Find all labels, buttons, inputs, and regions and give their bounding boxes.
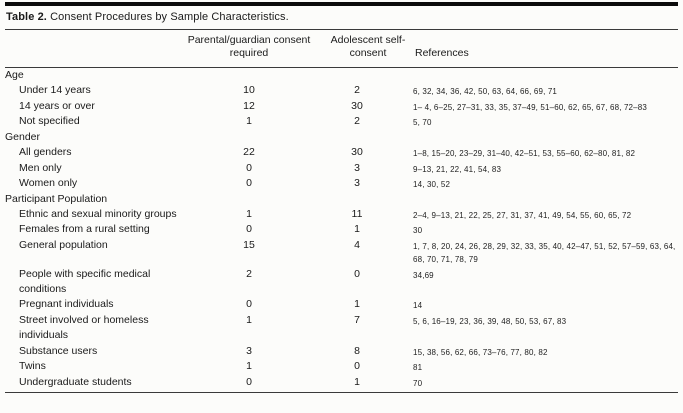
adolescent-count: 30: [351, 146, 363, 159]
table-row: [5, 161, 678, 177]
parental-count: 0: [246, 298, 252, 311]
row-label: 14 years or over: [19, 99, 95, 112]
table-body: [5, 68, 678, 393]
row-label: Not specified: [19, 115, 80, 128]
section-row: [5, 192, 678, 207]
adolescent-count: 1: [354, 298, 360, 311]
row-references: 1– 4, 6–25, 27–31, 33, 35, 37–49, 51–60, 62, 65, 67, 68, 72–83: [413, 102, 647, 112]
row-references: 6, 32, 34, 36, 42, 50, 63, 64, 66, 69, 71: [413, 87, 558, 97]
table-row: [5, 176, 678, 192]
adolescent-count: 0: [354, 360, 360, 373]
adolescent-count: 3: [354, 177, 360, 190]
row-references: 70: [413, 378, 423, 388]
row-label: All genders: [19, 146, 72, 159]
row-references: [409, 130, 678, 132]
adolescent-count: 8: [354, 344, 360, 357]
row-references: 5, 6, 16–19, 23, 36, 39, 48, 50, 53, 67, 83: [413, 316, 567, 326]
table-row: [5, 375, 678, 391]
adolescent-count: 7: [354, 313, 360, 326]
table-header-row: [5, 30, 678, 67]
row-references: 5, 70: [413, 118, 432, 128]
row-references: 81: [413, 363, 423, 373]
row-references: 14: [413, 301, 423, 311]
row-label: Pregnant individuals: [19, 298, 114, 311]
parental-count: 15: [243, 238, 255, 251]
row-label: Undergraduate students: [19, 375, 132, 388]
row-references: 30: [413, 226, 423, 236]
row-label: Substance users: [19, 344, 98, 357]
parental-count: 1: [246, 115, 252, 128]
adolescent-count: 2: [354, 115, 360, 128]
row-references: 34,69: [413, 270, 434, 280]
adolescent-count: 0: [354, 267, 360, 280]
parental-count: 3: [246, 344, 252, 357]
parental-count: 10: [243, 84, 255, 97]
row-label: Participant Population: [5, 192, 108, 205]
table-row: [5, 207, 678, 223]
table-row: [5, 267, 678, 298]
adolescent-count: 4: [354, 238, 360, 251]
row-references: 1–8, 15–20, 23–29, 31–40, 42–51, 53, 55–60, 62–80, 81, 82: [413, 149, 636, 159]
row-references: 14, 30, 52: [413, 180, 451, 190]
parental-count: 1: [246, 207, 252, 220]
parental-count: 1: [246, 360, 252, 373]
table-number: Table 2.: [6, 11, 47, 23]
parental-count: 0: [246, 223, 252, 236]
row-references: [409, 192, 678, 194]
table-row: [5, 359, 678, 375]
column-header-adolescent: Adolescent self- consent: [330, 34, 406, 59]
table-row: [5, 114, 678, 130]
row-label: General population: [19, 238, 108, 251]
row-references: 9–13, 21, 22, 41, 54, 83: [413, 164, 502, 174]
table-caption: Consent Procedures by Sample Characteristics.: [46, 11, 289, 23]
row-references: 2–4, 9–13, 21, 22, 25, 27, 31, 37, 41, 49, 54, 55, 60, 65, 72: [413, 210, 632, 220]
adolescent-count: 3: [354, 161, 360, 174]
row-label: Women only: [19, 177, 78, 190]
adolescent-count: 30: [351, 99, 363, 112]
row-label: Ethnic and sexual minority groups: [19, 207, 177, 220]
adolescent-count: 1: [354, 223, 360, 236]
adolescent-count: 2: [354, 84, 360, 97]
parental-count: 0: [246, 161, 252, 174]
column-header-parental: Parental/guardian consent required: [187, 34, 311, 59]
table-row: [5, 83, 678, 99]
row-label: People with specific medical conditions: [19, 267, 151, 296]
table-row: [5, 238, 678, 267]
parental-count: 2: [246, 267, 252, 280]
table-row: [5, 222, 678, 238]
table-row: [5, 145, 678, 161]
parental-count: 0: [246, 375, 252, 388]
section-row: [5, 130, 678, 145]
section-row: [5, 68, 678, 83]
parental-count: 0: [246, 177, 252, 190]
parental-count: 12: [243, 99, 255, 112]
parental-count: 1: [246, 313, 252, 326]
table-title: [5, 6, 678, 29]
table-row: [5, 313, 678, 344]
row-label: Twins: [19, 360, 46, 373]
parental-count: 22: [243, 146, 255, 159]
row-label: Females from a rural setting: [19, 223, 150, 236]
row-label: Under 14 years: [19, 84, 91, 97]
row-references: 15, 38, 56, 62, 66, 73–76, 77, 80, 82: [413, 347, 548, 357]
adolescent-count: 11: [351, 207, 363, 220]
row-references: [409, 68, 678, 70]
row-label: Age: [5, 69, 24, 81]
table-row: [5, 99, 678, 115]
column-header-references: References: [415, 47, 469, 59]
table-row: [5, 297, 678, 313]
row-references: 1, 7, 8, 20, 24, 26, 28, 29, 32, 33, 35, 40, 42–47, 51, 52, 57–59, 63, 64, 68, 70, 71, 78, 79: [413, 241, 676, 265]
row-label: Street involved or homeless individuals: [19, 313, 149, 342]
row-label: Gender: [5, 130, 41, 143]
row-label: Men only: [19, 161, 62, 174]
table-row: [5, 344, 678, 360]
adolescent-count: 1: [354, 375, 360, 388]
